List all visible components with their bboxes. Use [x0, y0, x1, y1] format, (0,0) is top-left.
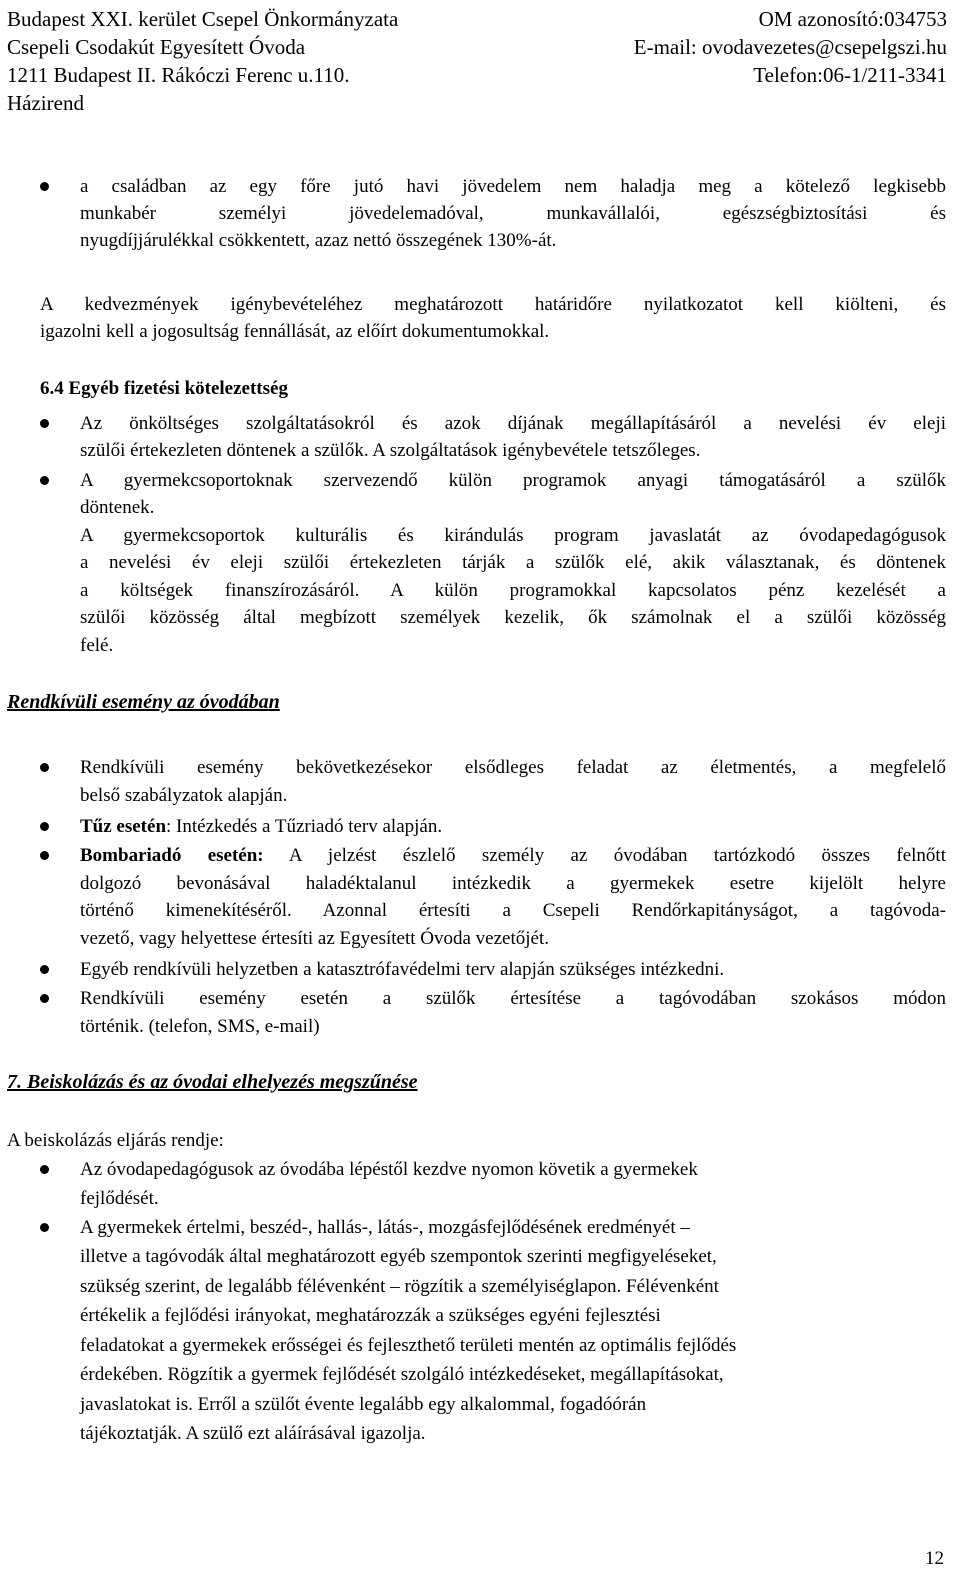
text-line: igazolni kell a jogosultság fennállását, az előírt dokumentumokkal. [40, 321, 550, 342]
bullet-icon [40, 822, 49, 831]
text-line: illetve a tagóvodák által meghatározott egyéb szempontok szerinti megfigyeléseket, [80, 1246, 717, 1267]
text-line: nyugdíjjárulékkal csökkentett, azaz nettó összegének 130%-át. [80, 230, 557, 251]
text-line: Az önköltséges szolgáltatásokról és azok díjának megállapításáról a nevelési év eleji [80, 413, 946, 434]
text-line: szülői közösség által megbízott személyek kezelik, ők számolnak el a szülői közösség [80, 607, 946, 628]
header-email: E-mail: ovodavezetes@csepelgszi.hu [633, 35, 947, 59]
text-line: feladatokat a gyermekek erősségei és fejleszthető területi mentén az optimális fejlődés [80, 1335, 737, 1356]
text-line: A gyermekcsoportok kulturális és kirándulás program javaslatát az óvodapedagógusok [80, 525, 946, 546]
bullet-icon [40, 851, 49, 860]
section-title-emergency: Rendkívüli esemény az óvodában [7, 691, 280, 713]
page-number: 12 [925, 1548, 944, 1569]
text-line: Egyéb rendkívüli helyzetben a katasztrófavédelmi terv alapján szükséges intézkedni. [80, 959, 725, 980]
text-line: döntenek. [80, 497, 155, 518]
header-row-4 [7, 90, 947, 116]
section-title-7: 7. Beiskolázás és az óvodai elhelyezés megszűnése [7, 1071, 418, 1093]
header-institution: Csepeli Csodakút Egyesített Óvoda [7, 35, 306, 59]
text-line: szükség szerint, de legalább félévenként – rögzítik a személyiséglapon. Félévenként [80, 1276, 719, 1297]
text-line: a nevelési év eleji szülői értekezleten tárják a szülők elé, akik választanak, és döntenek [80, 552, 946, 573]
bullet-icon [40, 182, 49, 191]
text-line: értékelik a fejlődési irányokat, meghatározzák a szükséges egyéni fejlesztési [80, 1305, 661, 1326]
text-line: felé. [80, 635, 114, 656]
header-om-id: OM azonosító:034753 [758, 7, 947, 31]
bullet-icon [40, 1223, 49, 1232]
text-line: Az óvodapedagógusok az óvodába lépéstől kezdve nyomon követik a gyermekek [80, 1159, 698, 1180]
header-municipality: Budapest XXI. kerület Csepel Önkormányzata [7, 7, 399, 31]
bullet-icon [40, 994, 49, 1003]
bullet-icon [40, 1165, 49, 1174]
text-line: szülői értekezleten döntenek a szülők. A szolgáltatások igénybevétele tetszőleges. [80, 440, 701, 461]
text-line: A gyermekcsoportoknak szervezendő külön programok anyagi támogatásáról a szülők [80, 470, 946, 491]
bullet-icon [40, 763, 49, 772]
bullet-icon [40, 965, 49, 974]
text-line [80, 814, 442, 840]
text-line: tájékoztatják. A szülő ezt aláírásával igazolja. [80, 1423, 426, 1444]
text-line: Rendkívüli esemény bekövetkezésekor elsődleges feladat az életmentés, a megfelelő [80, 757, 946, 778]
text-line: javaslatokat is. Erről a szülőt évente legalább egy alkalommal, fogadóórán [80, 1394, 647, 1415]
text-line [80, 843, 946, 869]
text-line: A gyermekek értelmi, beszéd-, hallás-, látás-, mozgásfejlődésének eredményét – [80, 1217, 690, 1238]
text-line: a családban az egy főre jutó havi jövedelem nem haladja meg a kötelező legkisebb [80, 176, 946, 197]
text-line: vezető, vagy helyettese értesíti az Egyesített Óvoda vezetőjét. [80, 928, 549, 949]
fire-text: : Intézkedés a Tűzriadó terv alapján. [166, 816, 443, 837]
bullet-icon [40, 476, 49, 485]
bomb-text: A jelzést észlelő személy az óvodában tartózkodó összes felnőtt [263, 845, 946, 866]
header-phone: Telefon:06-1/211-3341 [753, 63, 947, 87]
text-line: Rendkívüli esemény esetén a szülők értesítése a tagóvodában szokásos módon [80, 988, 946, 1009]
text-line: belső szabályzatok alapján. [80, 785, 288, 806]
text-line: dolgozó bevonásával haladéktalanul intézkedik a gyermekek esetre kijelölt helyre [80, 873, 946, 894]
page-header [0, 0, 960, 118]
header-address: 1211 Budapest II. Rákóczi Ferenc u.110. [7, 63, 350, 87]
text-line: érdekében. Rögzítik a gyermek fejlődését szolgáló intézkedéseket, megállapításokat, [80, 1364, 724, 1385]
header-row-3 [7, 62, 947, 88]
text-line: A beiskolázás eljárás rendje: [7, 1130, 224, 1151]
header-doc-title: Házirend [7, 91, 84, 115]
text-line: a költségek finanszírozásáról. A külön programokkal kapcsolatos pénz kezelését a [80, 580, 946, 601]
text-line: történő kimenekítéséről. Azonnal értesíti a Csepeli Rendőrkapitányságot, a tagóvoda- [80, 900, 946, 921]
section-title-6-4: 6.4 Egyéb fizetési kötelezettség [40, 378, 288, 399]
bomb-label: Bombariadó esetén: [80, 845, 264, 866]
header-row-1 [7, 6, 947, 32]
fire-label: Tűz esetén [80, 816, 167, 837]
text-line: történik. (telefon, SMS, e-mail) [80, 1016, 320, 1037]
text-line: munkabér személyi jövedelemadóval, munkavállalói, egészségbiztosítási és [80, 203, 946, 224]
text-line: A kedvezmények igénybevételéhez meghatározott határidőre nyilatkozatot kell kiölteni, és [40, 294, 946, 315]
bullet-icon [40, 419, 49, 428]
header-row-2 [7, 34, 947, 60]
text-line: fejlődését. [80, 1188, 159, 1209]
